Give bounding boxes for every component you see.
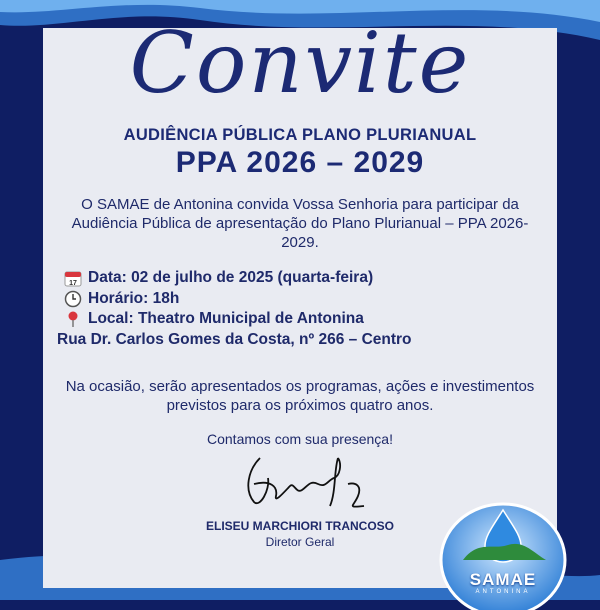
event-details [57, 268, 544, 350]
headline: PPA 2026 – 2029 [175, 146, 425, 179]
calendar-icon [64, 269, 82, 287]
time-row [64, 289, 544, 310]
date-row [64, 268, 544, 289]
signature [230, 450, 390, 514]
signer-name: ELISEU MARCHIORI TRANCOSO [205, 519, 394, 533]
subtitle: AUDIÊNCIA PÚBLICA PLANO PLURIANUAL [123, 126, 477, 144]
date-text: Data: 02 de julho de 2025 (quarta-feira) [88, 269, 374, 286]
svg-text:17: 17 [69, 280, 77, 288]
logo-subtitle: ANTONINA [475, 589, 531, 595]
thanks-line: Contamos com sua presença! [207, 431, 393, 447]
time-text: Horário: 18h [88, 289, 180, 307]
address-text: Rua Dr. Carlos Gomes da Costa, nº 266 – Centro [57, 330, 412, 348]
closing-paragraph: Na ocasião, serão apresentados os programas, ações e investimentos previstos para os próximos quatro anos. [65, 378, 535, 414]
clock-icon [64, 290, 82, 308]
place-text: Local: Theatro Municipal de Antonina [88, 310, 364, 327]
signer-role: Diretor Geral [265, 535, 335, 549]
intro-paragraph: O SAMAE de Antonina convida Vossa Senhoria para participar da Audiência Pública de apresentação do Plano Plurianual – PPA 2026-2029. [71, 196, 529, 251]
address-row [57, 330, 544, 351]
script-title: Convite [129, 14, 471, 112]
pin-icon [64, 310, 82, 328]
logo-word: SAMAE [469, 570, 537, 589]
place-row [64, 309, 544, 330]
